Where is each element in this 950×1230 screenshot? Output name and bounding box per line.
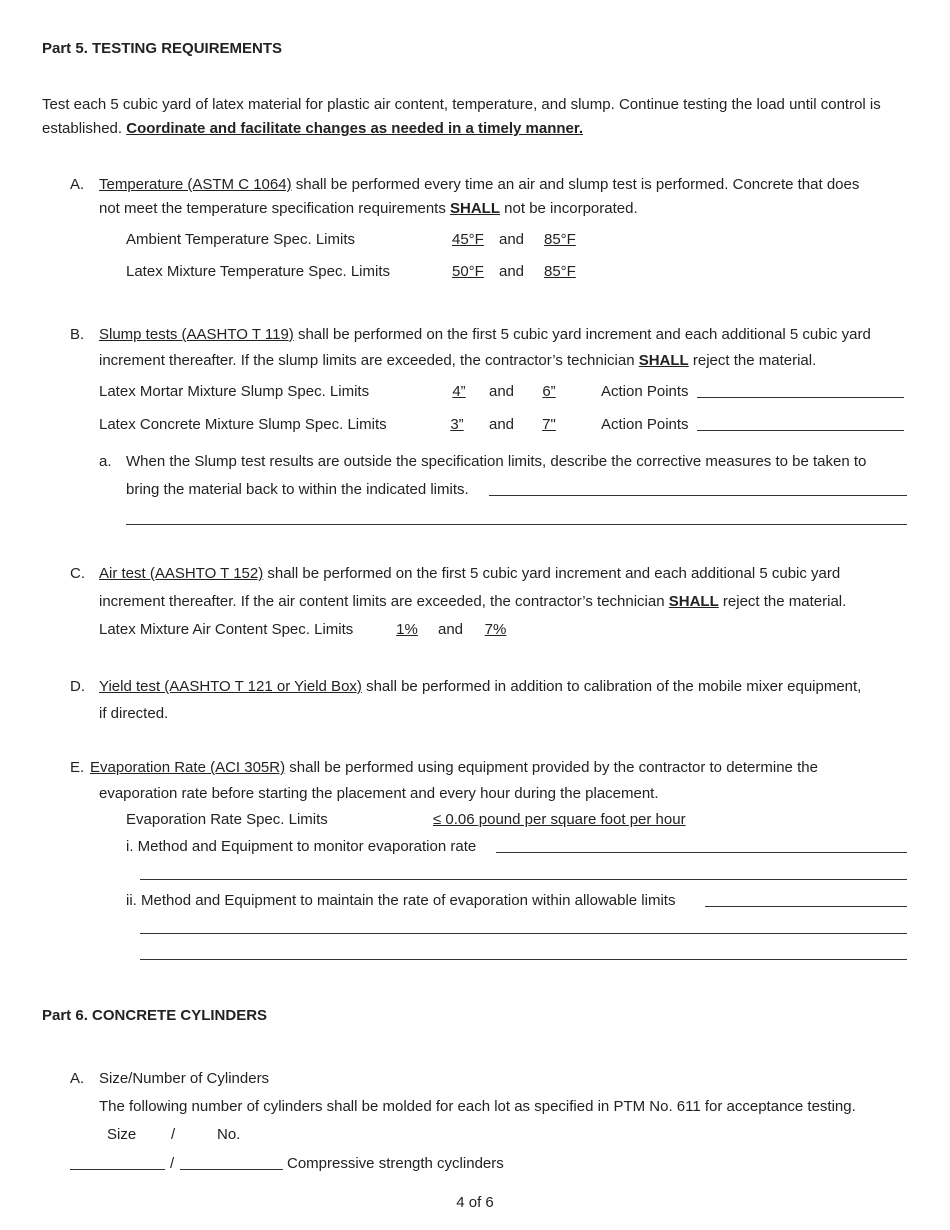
corrective-measures-blank-2[interactable]: [126, 524, 907, 525]
item-b-line1: Slump tests (AASHTO T 119) shall be performed on the first 5 cubic yard increment and each additional 5 cubic yard: [99, 326, 871, 343]
mortar-slump-and: and: [489, 383, 515, 400]
concrete-slump-label: Latex Concrete Mixture Slump Spec. Limits: [99, 416, 387, 433]
air-content-and: and: [438, 621, 464, 638]
ambient-temp-label: Ambient Temperature Spec. Limits: [126, 231, 355, 248]
corrective-measures-blank-1[interactable]: [489, 495, 907, 496]
size-no-slash: /: [171, 1126, 176, 1143]
cylinder-slash: /: [170, 1155, 175, 1172]
concrete-slump-and: and: [489, 416, 515, 433]
mortar-slump-label: Latex Mortar Mixture Slump Spec. Limits: [99, 383, 370, 400]
part6-heading: Part 6. CONCRETE CYLINDERS: [42, 1007, 268, 1024]
item-c-line1: Air test (AASHTO T 152) shall be performed on the first 5 cubic yard increment and each additional 5 cubic yard: [99, 565, 841, 582]
item-d-letter: D.: [70, 678, 85, 695]
yield-test-title: Yield test (AASHTO T 121 or Yield Box): [99, 678, 362, 695]
slump-test-title: Slump tests (AASHTO T 119): [99, 326, 294, 343]
sub-a-line1: When the Slump test results are outside the specification limits, describe the corrective measures to be taken to: [126, 453, 867, 470]
mortar-action-label: Action Points: [601, 383, 689, 400]
page-number: 4 of 6: [456, 1194, 494, 1211]
evaporation-limit-value: ≤ 0.06 pound per square foot per hour: [433, 811, 686, 828]
item-d-line2: if directed.: [99, 705, 169, 722]
item-a-letter: A.: [70, 176, 85, 193]
item-a-line2: not meet the temperature specification requirements SHALL not be incorporated.: [99, 200, 638, 217]
part6-a-title: Size/Number of Cylinders: [99, 1070, 270, 1087]
coordinate-note: Coordinate and facilitate changes as needed in a timely manner.: [126, 120, 584, 137]
mortar-slump-low: 4”: [452, 383, 466, 400]
shall-emphasis: SHALL: [638, 352, 689, 369]
evaporation-limit-label: Evaporation Rate Spec. Limits: [126, 811, 328, 828]
mortar-slump-high: 6”: [542, 383, 556, 400]
evap-method-ii: ii. Method and Equipment to maintain the rate of evaporation within allowable limits: [126, 892, 676, 909]
ambient-temp-high: 85°F: [544, 231, 576, 248]
air-content-high: 7%: [484, 621, 507, 638]
latex-temp-low: 50°F: [452, 263, 484, 280]
cylinder-size-blank[interactable]: [70, 1169, 165, 1170]
part5-heading: Part 5. TESTING REQUIREMENTS: [42, 40, 283, 57]
air-test-title: Air test (AASHTO T 152): [99, 565, 264, 582]
item-e-line1: Evaporation Rate (ACI 305R) shall be performed using equipment provided by the contractor to determine the: [90, 759, 818, 776]
evaporation-rate-title: Evaporation Rate (ACI 305R): [90, 759, 286, 776]
evap-method-ii-blank-3[interactable]: [140, 959, 907, 960]
item-e-line2: evaporation rate before starting the placement and every hour during the placement.: [99, 785, 659, 802]
part6-a-letter: A.: [70, 1070, 85, 1087]
shall-emphasis: SHALL: [450, 200, 501, 217]
item-d-line1: Yield test (AASHTO T 121 or Yield Box) shall be performed in addition to calibration of the mobile mixer equipment,: [99, 678, 862, 695]
evap-method-ii-blank-2[interactable]: [140, 933, 907, 934]
air-content-label: Latex Mixture Air Content Spec. Limits: [99, 621, 354, 638]
mortar-action-blank[interactable]: [697, 397, 904, 398]
part5-intro-line2: established. Coordinate and facilitate changes as needed in a timely manner.: [42, 120, 584, 137]
part5-intro-line1: Test each 5 cubic yard of latex material for plastic air content, temperature, and slump. Continue testing the load until control is: [42, 96, 881, 113]
part6-a-text: The following number of cylinders shall be molded for each lot as specified in PTM No. 611 for acceptance testing.: [99, 1098, 856, 1115]
cylinder-number-blank[interactable]: [180, 1169, 283, 1170]
evap-method-i: i. Method and Equipment to monitor evaporation rate: [126, 838, 477, 855]
concrete-action-label: Action Points: [601, 416, 689, 433]
sub-a-letter: a.: [99, 453, 112, 470]
ambient-temp-and: and: [499, 231, 525, 248]
latex-temp-and: and: [499, 263, 525, 280]
concrete-slump-low: 3”: [450, 416, 464, 433]
evap-method-ii-blank-1[interactable]: [705, 906, 907, 907]
evap-method-i-blank-2[interactable]: [140, 879, 907, 880]
item-a-line1: Temperature (ASTM C 1064) shall be performed every time an air and slump test is performed. Concrete that does: [99, 176, 860, 193]
item-c-letter: C.: [70, 565, 85, 582]
shall-emphasis: SHALL: [668, 593, 719, 610]
item-c-line2: increment thereafter. If the air content limits are exceeded, the contractor’s technician SHALL reject the material.: [99, 593, 847, 610]
compressive-strength-label: Compressive strength cyclinders: [287, 1155, 504, 1172]
item-e-letter: E.: [70, 759, 85, 776]
latex-temp-label: Latex Mixture Temperature Spec. Limits: [126, 263, 391, 280]
ambient-temp-low: 45°F: [452, 231, 484, 248]
size-label: Size: [107, 1126, 137, 1143]
evap-method-i-blank-1[interactable]: [496, 852, 907, 853]
sub-a-line2: bring the material back to within the indicated limits.: [126, 481, 469, 498]
concrete-action-blank[interactable]: [697, 430, 904, 431]
number-label: No.: [217, 1126, 241, 1143]
air-content-low: 1%: [396, 621, 418, 638]
latex-temp-high: 85°F: [544, 263, 576, 280]
item-b-letter: B.: [70, 326, 85, 343]
concrete-slump-high: 7": [542, 416, 556, 433]
item-b-line2: increment thereafter. If the slump limits are exceeded, the contractor’s technician SHALL reject the material.: [99, 352, 817, 369]
temperature-test-title: Temperature (ASTM C 1064): [99, 176, 292, 193]
